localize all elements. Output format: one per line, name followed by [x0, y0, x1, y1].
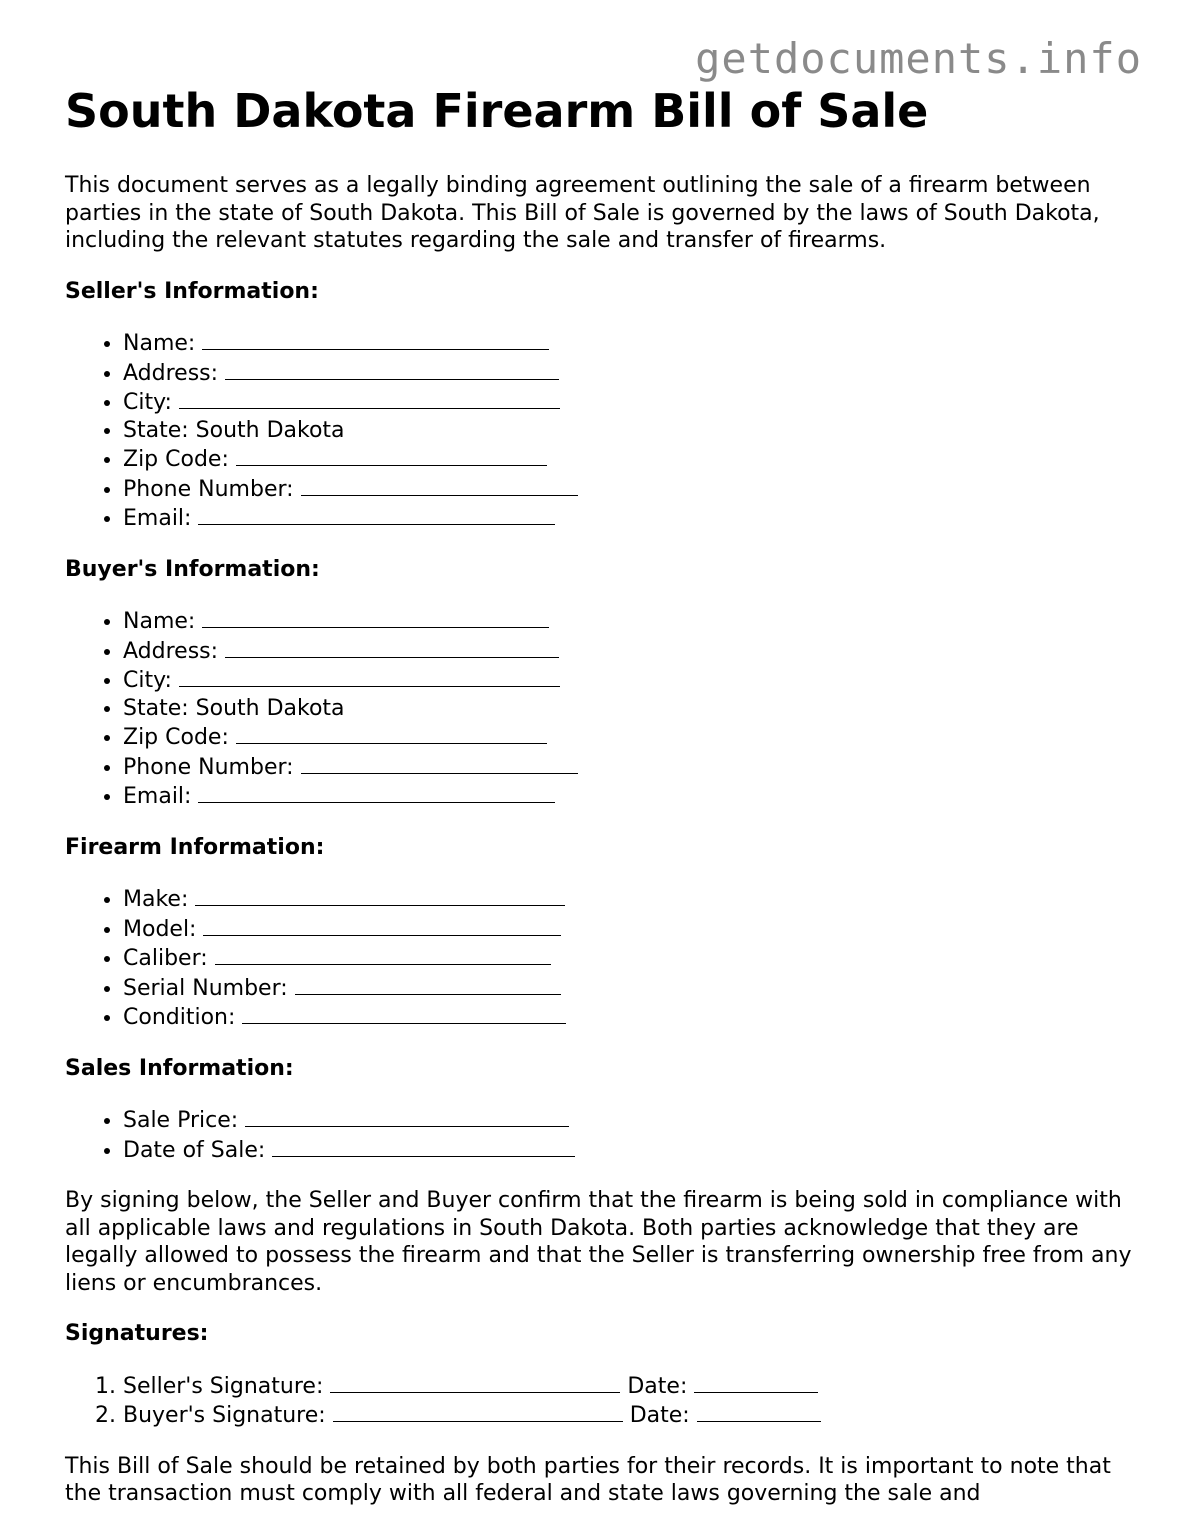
firearm-serial-blank[interactable] [295, 973, 561, 995]
firearm-fields-list [65, 884, 1135, 1032]
field-label: Make: [123, 887, 189, 912]
buyer-name-blank[interactable] [202, 606, 549, 628]
buyer-heading: Buyer's Information: [65, 556, 320, 582]
seller-heading: Seller's Information: [65, 278, 319, 304]
field-label: State: South Dakota [123, 695, 345, 721]
seller-zip-blank[interactable] [236, 444, 547, 466]
field-label: Caliber: [123, 946, 208, 971]
watermark: getdocuments.info [695, 34, 1142, 83]
field-label: City: [123, 390, 172, 415]
buyer-email-field[interactable] [123, 781, 1135, 811]
seller-address-blank[interactable] [225, 358, 559, 380]
firearm-caliber-field[interactable] [123, 943, 1135, 973]
seller-city-blank[interactable] [179, 387, 560, 409]
sales-section [65, 1055, 1135, 1165]
field-label: Date of Sale: [123, 1137, 266, 1163]
firearm-make-field[interactable] [123, 884, 1135, 914]
field-label: Email: [123, 784, 192, 809]
sales-fields-list [65, 1105, 1135, 1164]
buyer-phone-blank[interactable] [301, 752, 578, 774]
signatures-section [65, 1320, 1135, 1430]
buyer-section [65, 556, 1135, 811]
seller-zip-field[interactable] [123, 444, 1135, 474]
date-label: Date: [629, 1403, 690, 1428]
field-label: Model: [123, 916, 197, 942]
field-label: Address: [123, 638, 219, 664]
seller-section [65, 278, 1135, 533]
sale-date-blank[interactable] [272, 1135, 575, 1157]
seller-signature-line[interactable] [123, 1371, 1135, 1401]
field-label: Phone Number: [123, 476, 294, 502]
buyer-address-field[interactable] [123, 636, 1135, 666]
page-title: South Dakota Firearm Bill of Sale [65, 84, 929, 138]
field-label: Condition: [123, 1005, 236, 1030]
buyer-signature-blank[interactable] [333, 1400, 623, 1422]
signatures-heading: Signatures: [65, 1321, 209, 1346]
buyer-city-blank[interactable] [179, 665, 560, 687]
buyer-date-blank[interactable] [697, 1400, 821, 1422]
sale-price-blank[interactable] [245, 1105, 569, 1127]
buyer-zip-blank[interactable] [236, 722, 547, 744]
sales-heading: Sales Information: [65, 1055, 294, 1081]
seller-phone-blank[interactable] [301, 474, 578, 496]
firearm-model-blank[interactable] [203, 914, 561, 936]
field-label: Zip Code: [123, 725, 229, 750]
seller-name-blank[interactable] [202, 328, 549, 350]
buyer-signature-line[interactable] [123, 1400, 1135, 1430]
buyer-signature-label: Buyer's Signature: [123, 1403, 326, 1428]
seller-city-field[interactable] [123, 387, 1135, 417]
sale-price-field[interactable] [123, 1105, 1135, 1135]
firearm-section [65, 834, 1135, 1032]
field-label: City: [123, 668, 172, 693]
buyer-state-field [123, 695, 1135, 723]
seller-date-blank[interactable] [694, 1371, 818, 1393]
seller-phone-field[interactable] [123, 474, 1135, 504]
seller-address-field[interactable] [123, 358, 1135, 388]
buyer-city-field[interactable] [123, 665, 1135, 695]
firearm-heading: Firearm Information: [65, 834, 325, 860]
closing-paragraph: This Bill of Sale should be retained by both parties for their records. It is important to note that the transaction must comply with all federal and state laws governing the sale and [65, 1453, 1111, 1506]
seller-signature-blank[interactable] [330, 1371, 620, 1393]
field-label: Address: [123, 360, 219, 386]
buyer-phone-field[interactable] [123, 752, 1135, 782]
field-label: Serial Number: [123, 975, 288, 1001]
firearm-condition-field[interactable] [123, 1002, 1135, 1032]
seller-state-field [123, 417, 1135, 445]
seller-fields-list [65, 328, 1135, 533]
field-label: Name: [123, 331, 196, 356]
field-label: Zip Code: [123, 447, 229, 472]
buyer-email-blank[interactable] [198, 781, 555, 803]
firearm-condition-blank[interactable] [242, 1002, 566, 1024]
sale-date-field[interactable] [123, 1135, 1135, 1165]
firearm-caliber-blank[interactable] [215, 943, 551, 965]
buyer-address-blank[interactable] [225, 636, 559, 658]
seller-name-field[interactable] [123, 328, 1135, 358]
firearm-make-blank[interactable] [195, 884, 565, 906]
buyer-name-field[interactable] [123, 606, 1135, 636]
field-label: Name: [123, 609, 196, 634]
intro-paragraph: This document serves as a legally binding agreement outlining the sale of a firearm between parties in the state of South Dakota. This Bill of Sale is governed by the laws of South Dakota, including the relevant statutes regarding the sale and transfer of firearms. [65, 173, 1100, 253]
confirmation-paragraph: By signing below, the Seller and Buyer confirm that the firearm is being sold in compliance with all applicable laws and regulations in South Dakota. Both parties acknowledge that they are legally allowed to possess the firearm and that the Seller is transferring ownership free from any liens or encumbrances. [65, 1188, 1132, 1296]
date-label: Date: [627, 1373, 688, 1399]
buyer-zip-field[interactable] [123, 722, 1135, 752]
seller-email-blank[interactable] [198, 503, 555, 525]
field-label: Email: [123, 506, 192, 531]
buyer-fields-list [65, 606, 1135, 811]
field-label: State: South Dakota [123, 417, 345, 443]
firearm-serial-field[interactable] [123, 973, 1135, 1003]
seller-signature-label: Seller's Signature: [123, 1373, 324, 1399]
field-label: Phone Number: [123, 754, 294, 780]
seller-email-field[interactable] [123, 503, 1135, 533]
field-label: Sale Price: [123, 1108, 239, 1133]
document-page [65, 84, 1135, 1508]
firearm-model-field[interactable] [123, 914, 1135, 944]
signatures-list [65, 1371, 1135, 1430]
